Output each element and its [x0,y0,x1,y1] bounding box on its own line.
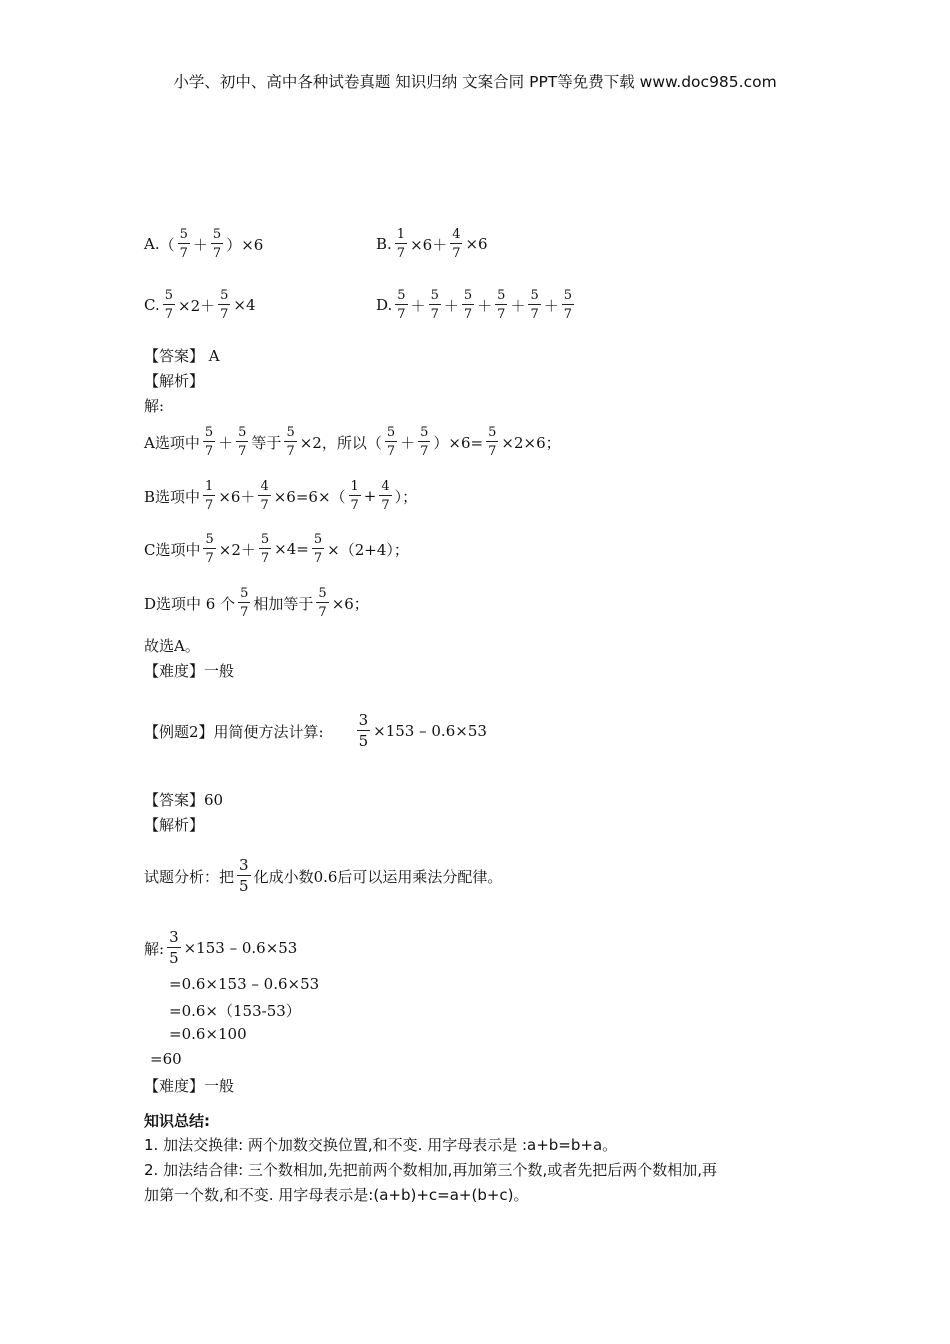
ex2-step: =0.6×153 – 0.6×53 [169,975,320,993]
ex1-jie: 解: [144,397,165,415]
fraction-5-7: $\frac{5}{7}$ [205,532,214,566]
option-c-end: ×4 [233,296,256,314]
line-text: ×4= [274,540,309,558]
fraction-5-7: $\frac{5}{7}$ [463,288,473,322]
fraction-5-7: $\frac{5}{7}$ [286,425,295,459]
ex1-line-c [144,533,409,565]
line-text: D选项中 6 个 [144,594,236,613]
fraction-1-7: $\frac{1}{7}$ [205,479,214,513]
line-text: ）； [394,487,418,506]
option-b-mid: ×6＋ [410,235,448,254]
fraction-3-5: $\frac{3}{5}$ [239,856,249,895]
ex2-step: =0.6×100 [169,1025,247,1043]
fraction-3-5: $\frac{3}{5}$ [169,928,179,967]
ex2-solve-first: ×153 – 0.6×53 [183,939,298,957]
ex2-expression: ×153 – 0.6×53 [373,722,487,740]
option-d-label: D. [376,296,393,314]
ex2-title-row [144,713,487,749]
option-c [144,289,256,321]
option-b-label: B. [376,235,392,253]
fraction-5-7: $\frac{5}{7}$ [204,425,214,459]
summary-item-2-line-1: 2. 加法结合律: 三个数相加,先把前两个数相加,再加第三个数,或者先把后两个数相加,再 [144,1161,717,1179]
option-a [144,228,263,260]
line-text: ×6=6×（ [273,487,346,506]
ex2-difficulty: 【难度】一般 [144,1077,235,1095]
ex2-analysis-post: 化成小数0.6后可以运用乘法分配律。 [253,867,503,886]
ex2-solve-row [144,930,297,966]
fraction-3-5: $\frac{3}{5}$ [358,711,369,750]
line-text: ×6＋ [218,487,256,506]
ex2-analysis-pre: 试题分析：把 [144,867,235,886]
fraction-5-7: $\frac{5}{7}$ [220,288,229,322]
option-d [376,289,577,321]
fraction-5-7: $\frac{5}{7}$ [164,288,173,322]
line-text: ×（2+4）； [327,540,409,559]
line-text: ×2，所以（ [299,433,382,452]
fraction-4-7: $\frac{4}{7}$ [452,227,461,261]
line-text: B选项中 [144,487,201,506]
fraction-5-7: $\frac{5}{7}$ [386,425,396,459]
fraction-5-7: $\frac{5}{7}$ [420,425,429,459]
plus-sign: ＋ [192,235,208,254]
fraction-5-7: $\frac{5}{7}$ [530,288,539,322]
line-text: + [363,487,377,505]
ex1-conclusion: 故选A。 [144,637,200,655]
fraction-4-7: $\frac{4}{7}$ [381,479,390,513]
plus-sign: ＋ [543,296,559,315]
summary-item-2-line-2: 加第一个数,和不变. 用字母表示是:(a+b)+c=a+(b+c)。 [144,1186,529,1204]
ex1-answer: 【答案】 A [144,347,220,365]
fraction-5-7: $\frac{5}{7}$ [497,288,506,322]
ex1-line-d [144,587,369,619]
line-text: 等于 [251,433,282,452]
option-a-open: （ [159,235,175,254]
ex1-difficulty: 【难度】一般 [144,662,235,680]
ex1-analysis-label: 【解析】 [144,372,205,390]
plus-sign: ＋ [410,296,426,315]
fraction-1-7: $\frac{1}{7}$ [350,479,359,513]
option-a-close: ）×6 [226,235,264,254]
ex2-analysis-label: 【解析】 [144,816,205,834]
fraction-5-7: $\frac{5}{7}$ [260,532,270,566]
ex2-title: 【例题2】用简便方法计算: [144,722,324,741]
plus-sign: ＋ [510,296,526,315]
line-text: A选项中 [144,433,200,452]
ex1-line-b [144,480,417,512]
line-text: ＋ [218,433,234,452]
ex2-solve-label: 解: [144,939,165,958]
line-text: ×2＋ [218,540,256,559]
ex2-step: =60 [150,1050,182,1068]
summary-item-1: 1. 加法交换律: 两个加数交换位置,和不变. 用字母表示是 :a+b=b+a。 [144,1136,618,1154]
fraction-1-7: $\frac{1}{7}$ [396,227,406,261]
ex2-analysis-row [144,858,502,894]
fraction-5-7: $\frac{5}{7}$ [430,288,439,322]
line-text: ×2×6； [501,433,561,452]
option-b [376,228,488,260]
option-a-label: A. [144,235,160,253]
option-c-label: C. [144,296,160,314]
line-text: ）×6= [433,433,484,452]
ex1-line-a [144,426,561,458]
option-c-mid: ×2＋ [178,296,216,315]
summary-title: 知识总结: [144,1112,210,1130]
fraction-5-7: $\frac{5}{7}$ [240,586,249,620]
fraction-5-7: $\frac{5}{7}$ [313,532,323,566]
option-b-end: ×6 [465,235,488,253]
line-text: ×6； [331,594,369,613]
line-text: C选项中 [144,540,201,559]
ex2-step: =0.6×（153-53） [169,1002,301,1020]
plus-sign: ＋ [477,296,493,315]
fraction-5-7: $\frac{5}{7}$ [318,586,327,620]
fraction-5-7: $\frac{5}{7}$ [212,227,222,261]
ex2-answer: 【答案】60 [144,791,224,809]
plus-sign: ＋ [443,296,459,315]
fraction-5-7: $\frac{5}{7}$ [563,288,573,322]
line-text: ＋ [400,433,416,452]
page-header: 小学、初中、高中各种试卷真题 知识归纳 文案合同 PPT等免费下载 www.doc985.com [173,73,777,91]
fraction-4-7: $\frac{4}{7}$ [260,479,269,513]
fraction-5-7: $\frac{5}{7}$ [397,288,406,322]
line-text: 相加等于 [253,594,314,613]
fraction-5-7: $\frac{5}{7}$ [179,227,188,261]
fraction-5-7: $\frac{5}{7}$ [488,425,497,459]
fraction-5-7: $\frac{5}{7}$ [238,425,247,459]
